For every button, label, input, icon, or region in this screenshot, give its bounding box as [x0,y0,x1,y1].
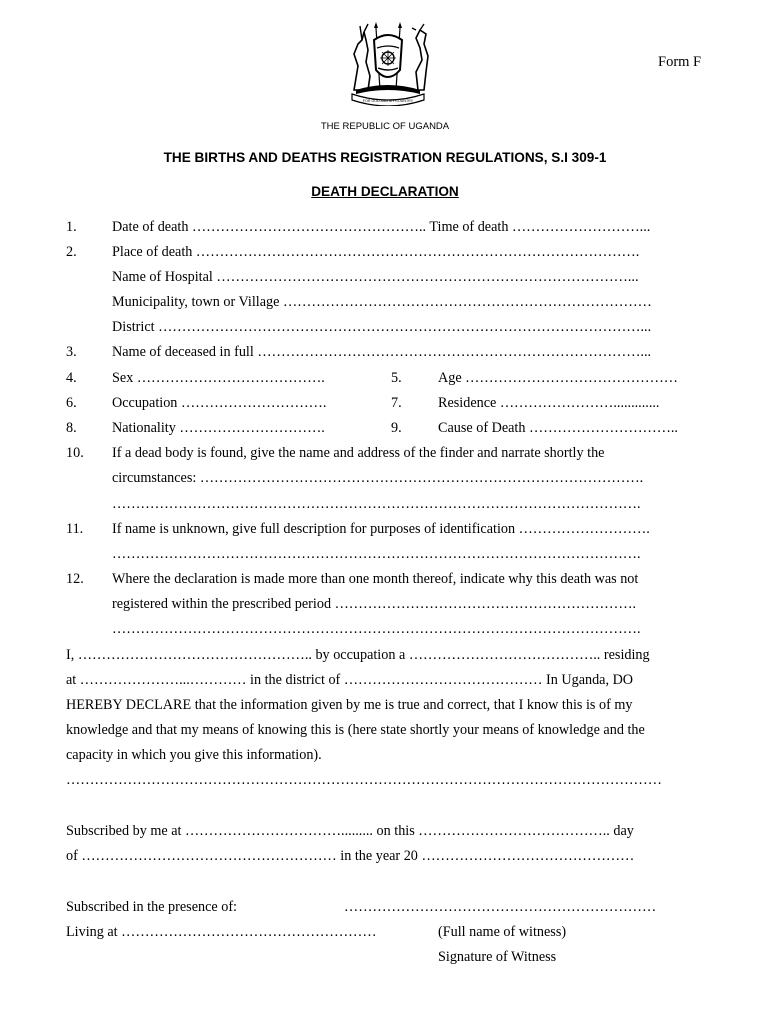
signature-of-witness-label: Signature of Witness [438,949,557,965]
item-number: 6. [66,395,77,411]
item-number: 11. [66,521,84,537]
item-number: 1. [66,219,77,235]
item-number: 12. [66,571,84,587]
regulations-title: THE BIRTHS AND DEATHS REGISTRATION REGULATIONS, S.I 309-1 [163,150,607,165]
date-of-death-field[interactable]: Date of death ………………………………………….. Time of death ………………………... [112,219,651,235]
declaration-text: HEREBY DECLARE that the information given by me is true and correct, that I know this is of my [66,697,633,713]
republic-heading: THE REPUBLIC OF UGANDA [320,121,450,132]
circumstances-field-continued[interactable]: …………………………………………………………………………………………………. [112,496,641,512]
late-registration-field-continued[interactable]: …………………………………………………………………………………………………. [112,621,641,637]
crest-motto: FOR GOD AND MY COUNTRY [362,99,414,103]
dead-body-instruction: If a dead body is found, give the name and address of the finder and narrate shortly the [112,445,605,461]
full-name-of-witness-label: (Full name of witness) [438,924,567,940]
means-of-knowledge-field[interactable]: ……………………………………………………………………………………………………………… [66,772,662,788]
circumstances-field[interactable]: circumstances: …………………………………………………………………………………. [112,470,644,486]
item-number: 4. [66,370,77,386]
item-number: 5. [391,370,402,386]
municipality-field[interactable]: Municipality, town or Village …………………………………………………………………… [112,294,652,310]
late-registration-field[interactable]: registered within the prescribed period ………………………………………………………. [112,596,637,612]
item-number: 7. [391,395,402,411]
declarant-name-occupation-line[interactable]: I, ………………………………………….. by occupation a ………………………………….. residing [66,647,650,663]
declaration-text: capacity in which you give this information). [66,747,322,763]
item-number: 9. [391,420,402,436]
residence-field[interactable]: Residence ……………………............. [438,395,660,411]
uganda-coat-of-arms-icon [340,20,436,106]
form-label: Form F [658,54,702,70]
place-of-death-field[interactable]: Place of death …………………………………………………………………………………. [112,244,640,260]
cause-of-death-field[interactable]: Cause of Death ………………………….. [438,420,678,436]
district-field[interactable]: District …………………………………………………………………………………………... [112,319,652,335]
item-number: 2. [66,244,77,260]
item-number: 3. [66,344,77,360]
hospital-name-field[interactable]: Name of Hospital ……………………………………………………………………………... [112,269,639,285]
nationality-field[interactable]: Nationality …………………………. [112,420,325,436]
occupation-field[interactable]: Occupation …………………………. [112,395,327,411]
document-title: DEATH DECLARATION [311,184,459,199]
age-field[interactable]: Age ……………………………………… [438,370,678,386]
identification-field-continued[interactable]: …………………………………………………………………………………………………. [112,546,641,562]
declarant-residence-line[interactable]: at …………………...………… in the district of …………………………………… In Uganda, DO [66,672,634,688]
witness-name-field[interactable]: ………………………………………………………… [344,899,657,915]
item-number: 10. [66,445,84,461]
sex-field[interactable]: Sex …………………………………. [112,370,325,386]
identification-field[interactable]: If name is unknown, give full description for purposes of identification ………………………. [112,521,650,537]
subscribed-place-date-line[interactable]: Subscribed by me at ……………………………......... on this ………………………………….. day [66,823,634,839]
subscribed-month-year-line[interactable]: of ……………………………………………… in the year 20 ……………………………………… [66,848,635,864]
late-registration-instruction: Where the declaration is made more than one month thereof, indicate why this death was not [112,571,639,587]
presence-label: Subscribed in the presence of: [66,899,237,915]
witness-living-at-field[interactable]: Living at ……………………………………………… [66,924,377,940]
deceased-name-field[interactable]: Name of deceased in full ………………………………………………………………………... [112,344,652,360]
declaration-text: knowledge and that my means of knowing this is (here state shortly your means of knowledge and the [66,722,645,738]
item-number: 8. [66,420,77,436]
